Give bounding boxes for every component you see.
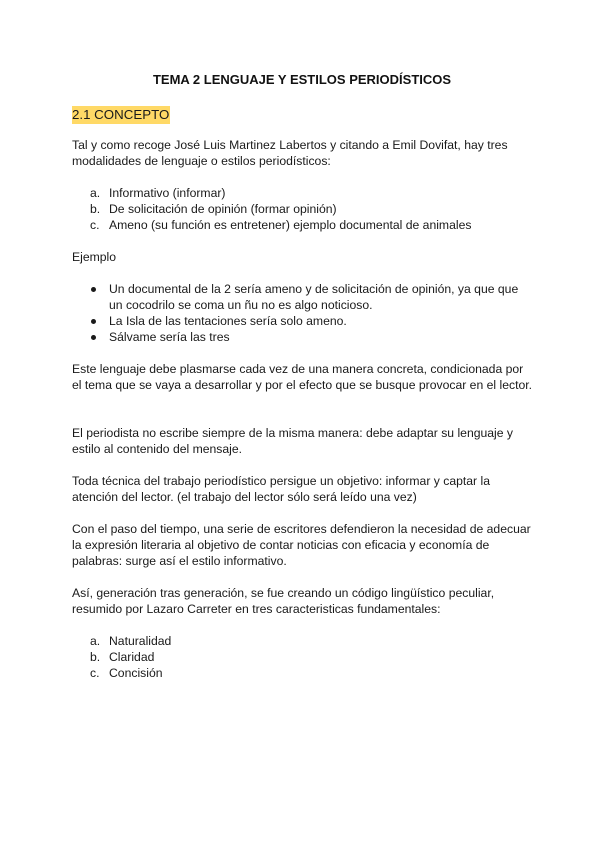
list-marker: a. xyxy=(90,634,101,648)
list-item-text: La Isla de las tentaciones sería solo ameno. xyxy=(109,314,347,328)
list-item xyxy=(72,201,532,217)
list-item-text: Naturalidad xyxy=(109,634,172,648)
document-title: TEMA 2 LENGUAJE Y ESTILOS PERIODÍSTICOS xyxy=(152,72,452,87)
list-item-text: Claridad xyxy=(109,650,155,664)
bullet-icon xyxy=(91,287,96,292)
list-item xyxy=(72,329,532,345)
list-item xyxy=(72,633,532,649)
list-item-text: Un documental de la 2 sería ameno y de solicitación de opinión, ya que que un cocodrilo se coma un ñu no es algo noticioso. xyxy=(109,282,519,312)
list-item-text: Sálvame sería las tres xyxy=(109,330,230,344)
paragraph: Toda técnica del trabajo periodístico persigue un objetivo: informar y captar la atención del lector. (el trabajo del lector sólo será leído una vez) xyxy=(72,474,490,504)
intro-paragraph: Tal y como recoge José Luis Martinez Labertos y citando a Emil Dovifat, hay tres modalidades de lenguaje o estilos periodísticos: xyxy=(72,138,508,168)
list-marker: c. xyxy=(90,218,100,232)
list-item xyxy=(72,665,532,681)
styles-list xyxy=(72,185,532,233)
examples-list xyxy=(72,281,532,345)
paragraph: Este lenguaje debe plasmarse cada vez de una manera concreta, condicionada por el tema que se vaya a desarrollar y por el efecto que se busque provocar en el lector. xyxy=(72,362,533,392)
list-marker: a. xyxy=(90,186,101,200)
paragraph: Con el paso del tiempo, una serie de escritores defendieron la necesidad de adecuar la expresión literaria al objetivo de contar noticias con eficacia y economía de palabras: surge así el estilo informativo. xyxy=(72,522,531,568)
list-item xyxy=(72,217,532,233)
paragraph: Así, generación tras generación, se fue creando un código lingüístico peculiar, resumido por Lazaro Carreter en tres caracteristicas fundamentales: xyxy=(72,586,495,616)
list-marker: b. xyxy=(90,650,101,664)
highlighted-heading-text: 2.1 CONCEPTO xyxy=(72,107,170,122)
list-item xyxy=(72,313,532,329)
list-item-text: Informativo (informar) xyxy=(109,186,226,200)
characteristics-list xyxy=(72,633,532,681)
paragraph: El periodista no escribe siempre de la misma manera: debe adaptar su lenguaje y estilo al contenido del mensaje. xyxy=(72,426,514,456)
section-heading xyxy=(72,106,170,123)
list-item-text: Ameno (su función es entretener) ejemplo documental de animales xyxy=(109,218,472,232)
example-label: Ejemplo xyxy=(72,250,117,264)
list-marker: c. xyxy=(90,666,100,680)
list-marker: b. xyxy=(90,202,101,216)
bullet-icon xyxy=(91,335,96,340)
list-item xyxy=(72,649,532,665)
list-item xyxy=(72,185,532,201)
bullet-icon xyxy=(91,319,96,324)
list-item-text: De solicitación de opinión (formar opinión) xyxy=(109,202,337,216)
list-item xyxy=(72,281,532,313)
list-item-text: Concisión xyxy=(109,666,163,680)
